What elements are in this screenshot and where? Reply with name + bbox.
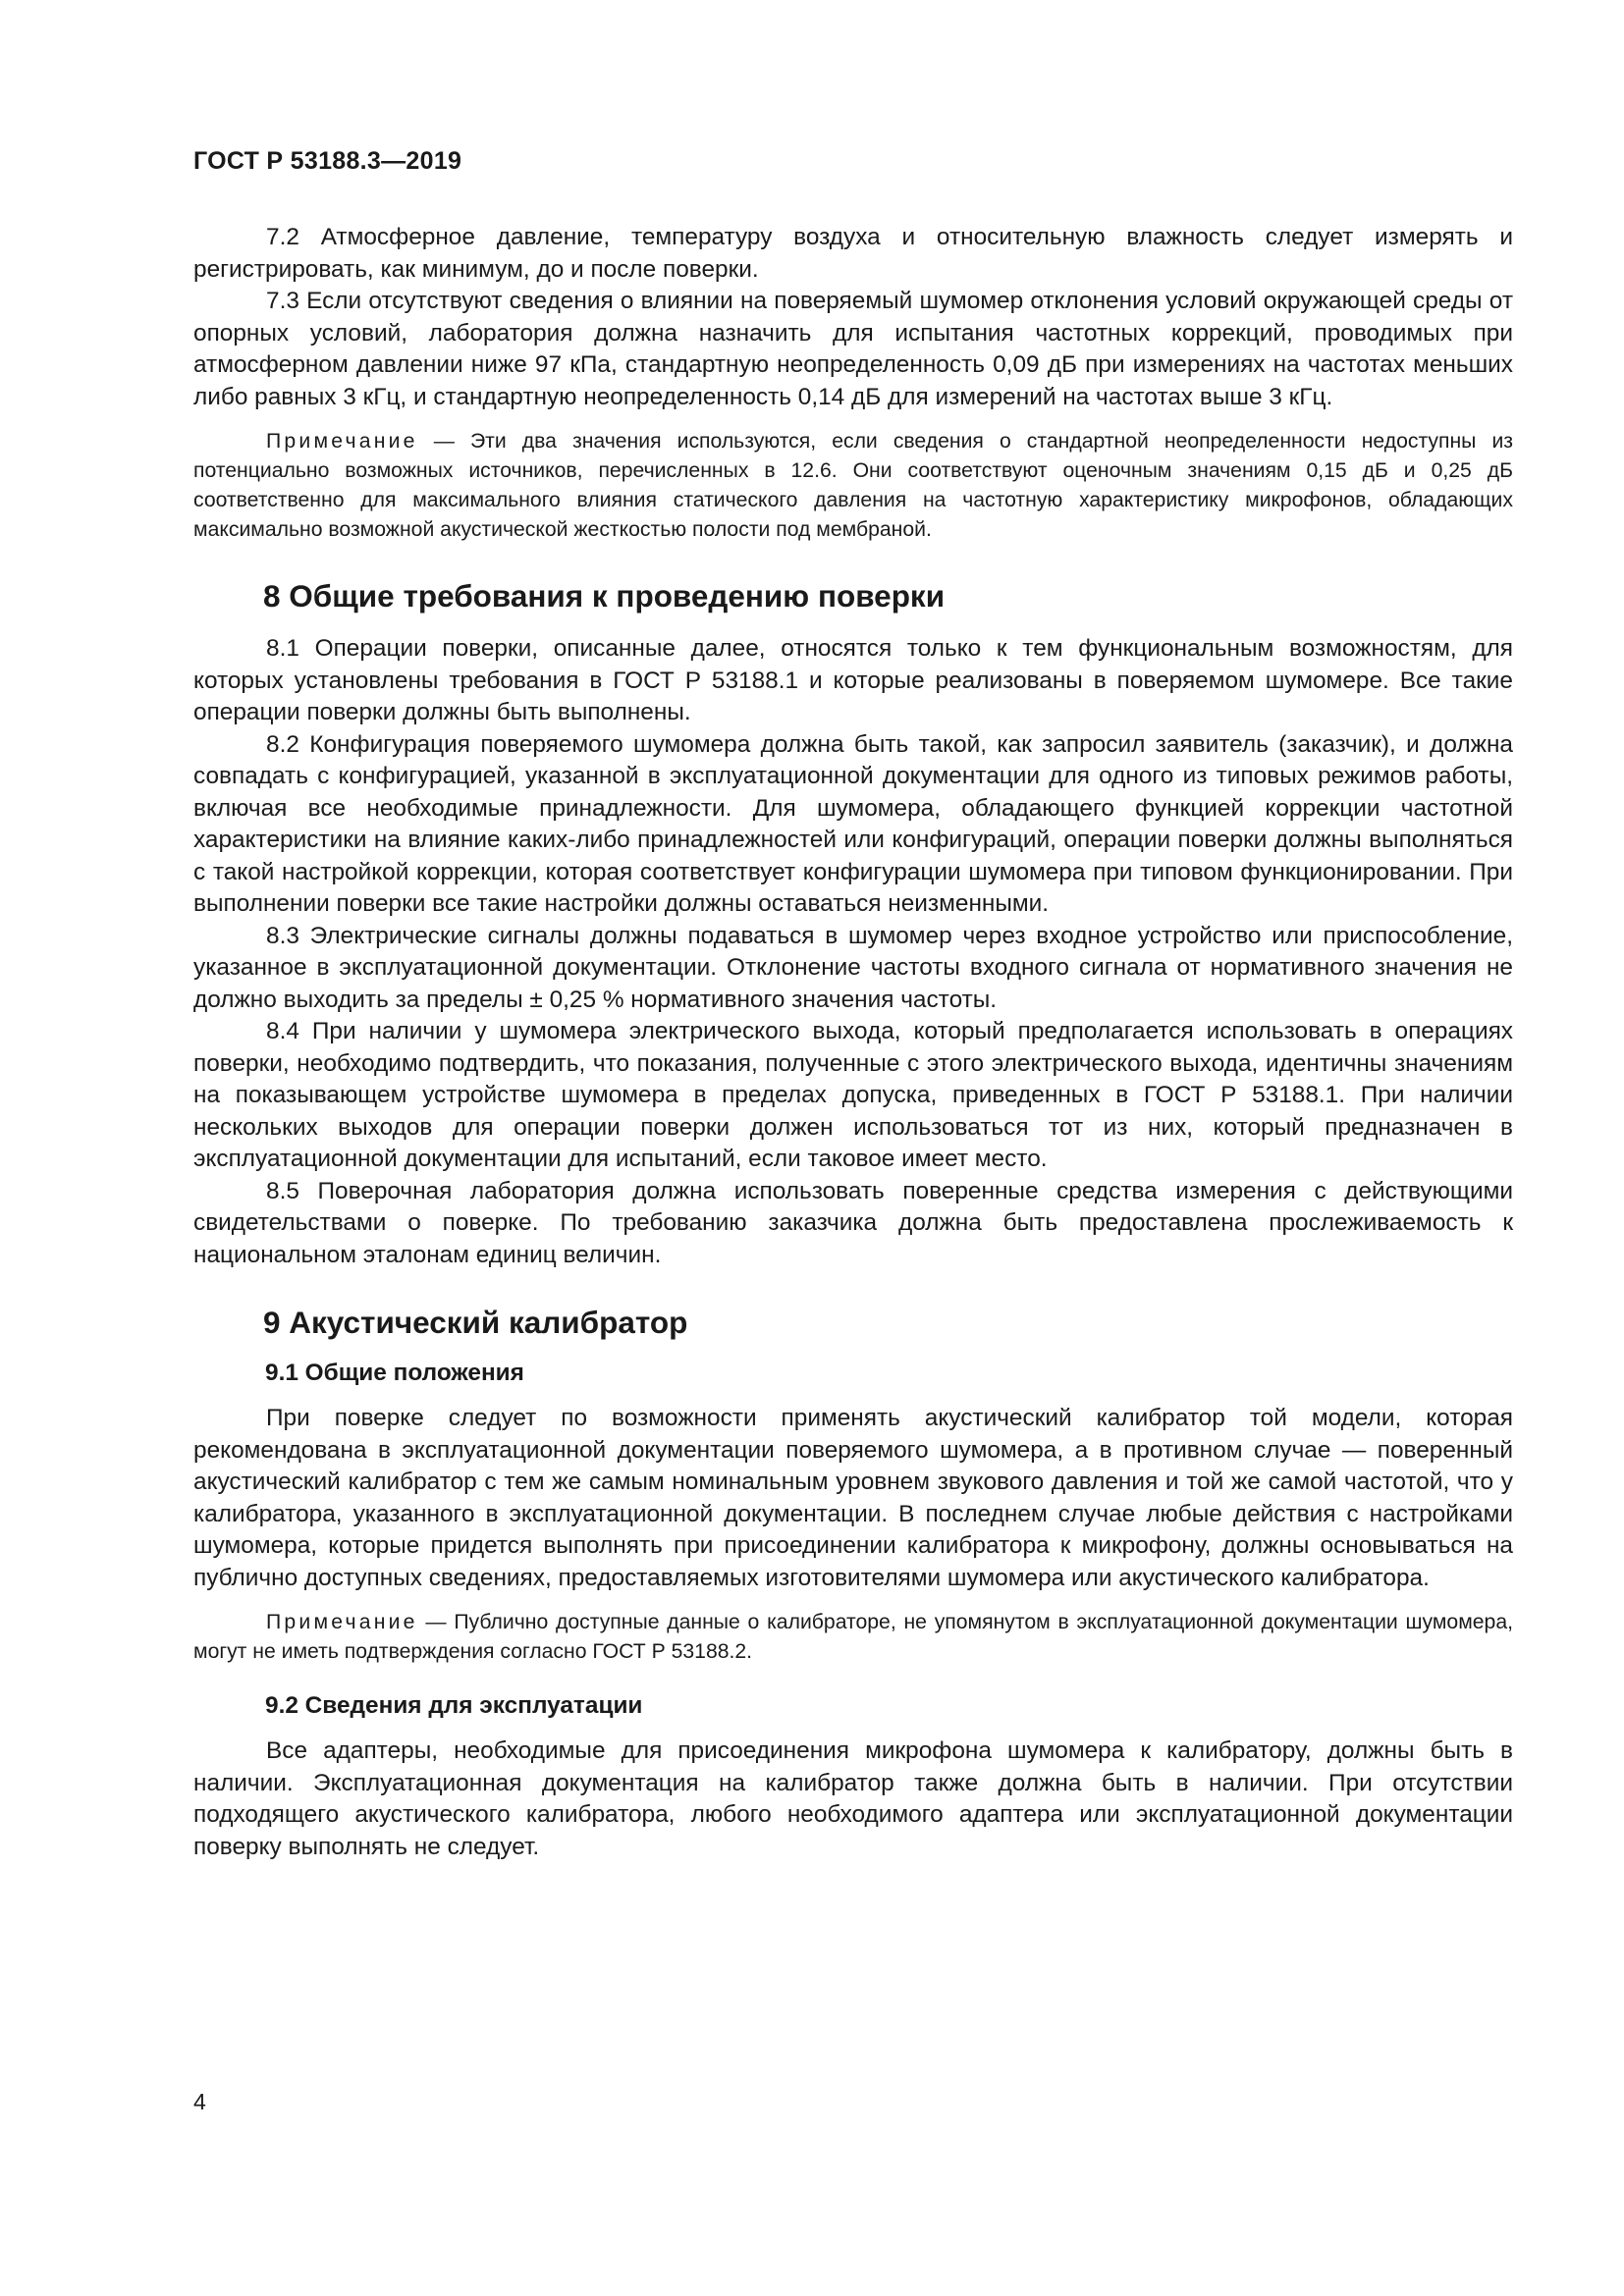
- paragraph-8-4: 8.4 При наличии у шумомера электрического выхода, который предполагается использовать в операциях поверки, необходимо подтвердить, что показания, полученные с этого электрического выхода, идентичны значениям на показывающем устройстве шумомера в пределах допуска, приведенных в ГОСТ Р 53188.1. При наличии нескольких выходов для операции поверки должен использоваться тот из них, который предназначен в эксплуатационной документации для испытаний, если таковое имеет место.: [193, 1018, 1513, 1172]
- paragraph-8-3: 8.3 Электрические сигналы должны подаваться в шумомер через входное устройство или приспособление, указанное в эксплуатационной документации. Отклонение частоты входного сигнала от нормативного значения не должно выходить за пределы ± 0,25 % нормативного значения частоты.: [193, 922, 1513, 1013]
- paragraph-8-1: 8.1 Операции поверки, описанные далее, относятся только к тем функциональным возможностям, для которых установлены требования в ГОСТ Р 53188.1 и которые реализованы в поверяемом шумомере. Все такие операции поверки должны быть выполнены.: [193, 635, 1513, 725]
- subsection-9-1-title: 9.1 Общие положения: [265, 1360, 524, 1386]
- paragraph-8-5: 8.5 Поверочная лаборатория должна использовать поверенные средства измерения с действующими свидетельствами о поверке. По требованию заказчика должна быть предоставлена прослеживаемость к национальном эталонам единиц величин.: [193, 1177, 1513, 1268]
- document-header: ГОСТ Р 53188.3—2019: [193, 147, 462, 175]
- note-label: Примечание: [266, 430, 418, 453]
- note-text: — Эти два значения используются, если сведения о стандартной неопределенности недоступны из потенциально возможных источников, перечисленных в 12.6. Они соответствуют оценочным значениям 0,15 дБ и 0,25 дБ соответственно для максимального влияния статического давления на частотную характеристику микрофонов, обладающих максимально возможной акустической жесткостью полости под мембраной.: [193, 430, 1513, 541]
- paragraph-9-2: Все адаптеры, необходимые для присоединения микрофона шумомера к калибратору, должны быть в наличии. Эксплуатационная документация на калибратор также должна быть в наличии. При отсутствии подходящего акустического калибратора, любого необходимого адаптера или эксплуатационной документации поверку выполнять не следует.: [193, 1737, 1513, 1860]
- note-section-9: [193, 1608, 1513, 1667]
- subsection-9-2-title: 9.2 Сведения для эксплуатации: [265, 1692, 643, 1719]
- note-text: — Публично доступные данные о калибраторе, не упомянутом в эксплуатационной документации шумомера, могут не иметь подтверждения согласно ГОСТ Р 53188.2.: [193, 1611, 1513, 1663]
- section-9-title: 9 Акустический калибратор: [263, 1305, 688, 1340]
- note-label: Примечание: [266, 1611, 418, 1633]
- section-8-title: 8 Общие требования к проведению поверки: [263, 578, 946, 614]
- paragraph-9-1: При поверке следует по возможности применять акустический калибратор той модели, которая рекомендована в эксплуатационной документации поверяемого шумомера, а в противном случае — поверенный акустический калибратор с тем же самым номинальным уровнем звукового давления и той же самой частотой, что у калибратора, указанного в эксплуатационной документации. В последнем случае любые действия с настройками шумомера, которые придется выполнять при присоединении калибратора к микрофону, должны основываться на публично доступных сведениях, предоставляемых изготовителями шумомера или акустического калибратора.: [193, 1405, 1513, 1591]
- paragraph-8-2: 8.2 Конфигурация поверяемого шумомера должна быть такой, как запросил заявитель (заказчик), и должна совпадать с конфигурацией, указанной в эксплуатационной документации для одного из типовых режимов работы, включая все необходимые принадлежности. Для шумомера, обладающего функцией коррекции частотной характеристики на влияние каких-либо принадлежностей или конфигураций, операции поверки должны выполняться с такой настройкой коррекции, которая соответствует конфигурации шумомера при типовом функционировании. При выполнении поверки все такие настройки должны оставаться неизменными.: [193, 730, 1513, 917]
- paragraph-7-3: 7.3 Если отсутствуют сведения о влиянии на поверяемый шумомер отклонения условий окружающей среды от опорных условий, лаборатория должна назначить для испытания частотных коррекций, проводимых при атмосферном давлении ниже 97 кПа, стандартную неопределенность 0,09 дБ при измерениях на частотах меньших либо равных 3 кГц, и стандартную неопределенность 0,14 дБ для измерений на частотах выше 3 кГц.: [193, 288, 1513, 410]
- paragraph-7-2: 7.2 Атмосферное давление, температуру воздуха и относительную влажность следует измерять и регистрировать, как минимум, до и после поверки.: [193, 224, 1513, 283]
- page-number: 4: [193, 2089, 206, 2114]
- document-body: [193, 222, 1513, 1863]
- note-section-7: [193, 427, 1513, 545]
